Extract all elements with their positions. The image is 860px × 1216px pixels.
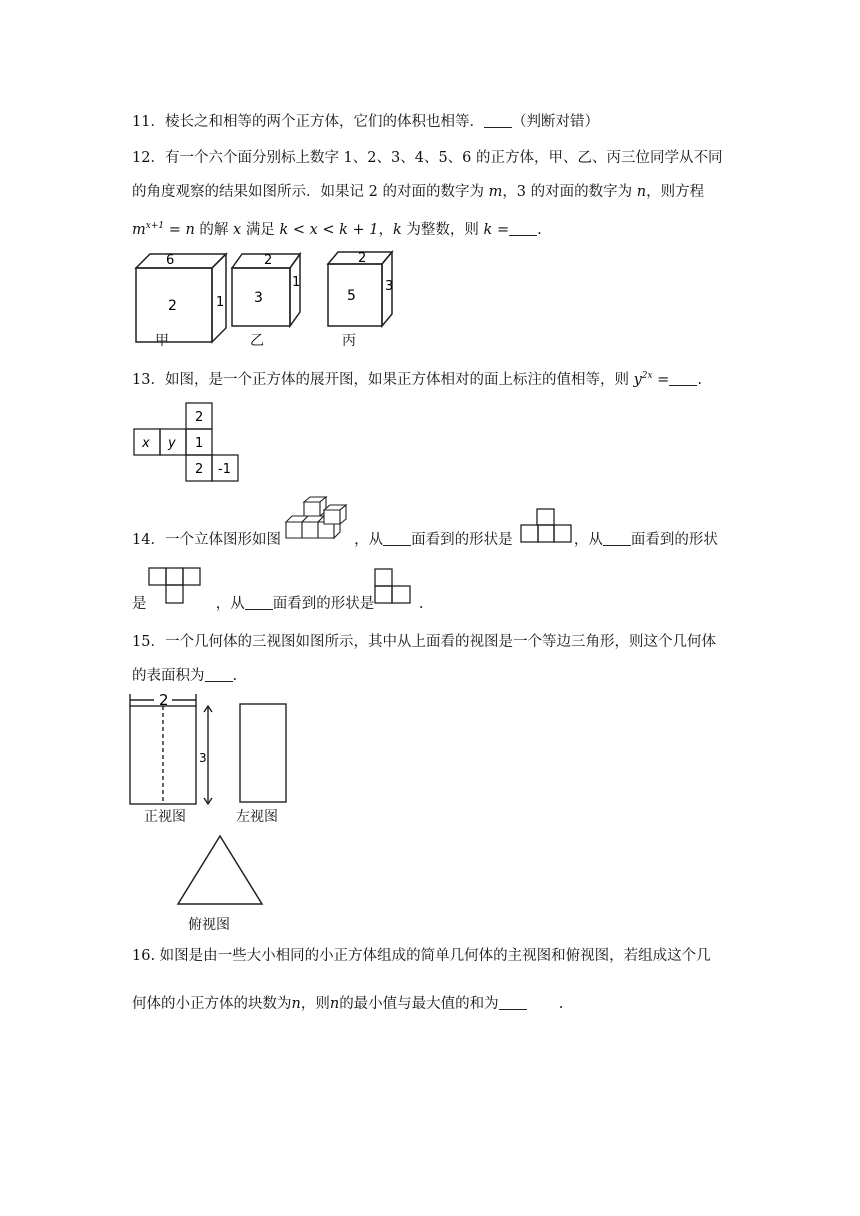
answer-blank[interactable] bbox=[669, 371, 697, 386]
cube-front-label: 3 bbox=[254, 290, 263, 306]
net-cell: -1 bbox=[218, 462, 231, 477]
answer-blank[interactable] bbox=[509, 221, 537, 236]
answer-blank[interactable] bbox=[245, 595, 273, 610]
cube-top-label: 2 bbox=[264, 253, 273, 268]
answer-blank[interactable] bbox=[383, 531, 411, 546]
question-16-line1: 16. 如图是由一些大小相同的小正方体组成的简单几何体的主视图和俯视图，若组成这个几 bbox=[132, 948, 711, 964]
caption-bing: 丙 bbox=[342, 333, 356, 349]
question-13: 13．如图，是一个正方体的展开图，如果正方体相对的面上标注的值相等，则 $y^{2x}$ = . bbox=[132, 371, 702, 388]
cube-net-figure bbox=[132, 402, 242, 484]
cube-yi bbox=[232, 253, 300, 326]
answer-blank[interactable] bbox=[499, 995, 527, 1010]
cube-top-label: 2 bbox=[358, 251, 367, 266]
width-label: 2 bbox=[159, 691, 169, 709]
question-14-line1: 14．一个立体图形如图 ，从 面看到的形状是 ，从 面看到的形状 bbox=[132, 532, 718, 548]
answer-blank[interactable] bbox=[205, 667, 233, 682]
cube-top-label: 6 bbox=[166, 253, 175, 268]
cube-front-label: 2 bbox=[168, 298, 177, 314]
cube-side-label: 3 bbox=[385, 279, 394, 294]
question-16-line2: 何体的小正方体的块数为n，则n的最小值与最大值的和为 . bbox=[132, 996, 564, 1012]
block-solid-figure bbox=[284, 496, 350, 544]
top-view-shape bbox=[148, 567, 204, 607]
net-cell: 1 bbox=[195, 436, 204, 451]
left-view-shape bbox=[374, 568, 414, 606]
height-label: 3 bbox=[199, 751, 207, 765]
cube-views-figure bbox=[128, 246, 418, 350]
three-view-figure bbox=[124, 690, 304, 816]
front-view-caption: 正视图 bbox=[144, 809, 186, 825]
question-15-line2: 的表面积为 . bbox=[132, 668, 238, 684]
question-14-line2: 是 ，从 面看到的形状是 . bbox=[132, 596, 424, 612]
question-11: 11．棱长之和相等的两个正方体，它们的体积也相等． （判断对错） bbox=[132, 114, 599, 130]
question-15-line1: 15．一个几何体的三视图如图所示，其中从上面看的视图是一个等边三角形，则这个几何体 bbox=[132, 634, 716, 650]
answer-blank[interactable] bbox=[603, 531, 631, 546]
left-view-caption: 左视图 bbox=[236, 809, 278, 825]
answer-blank[interactable] bbox=[484, 113, 512, 128]
net-cell: x bbox=[142, 436, 150, 451]
caption-yi: 乙 bbox=[250, 333, 264, 349]
front-view-shape bbox=[520, 508, 576, 544]
net-cell: 2 bbox=[195, 462, 204, 477]
question-12-line2: 的角度观察的结果如图所示．如果记 2 的对面的数字为 m，3 的对面的数字为 n，则方程 bbox=[132, 184, 705, 200]
question-12-line1: 12．有一个六个面分别标上数字 1、2、3、4、5、6 的正方体，甲、乙、丙三位同学从不同 bbox=[132, 150, 723, 166]
net-cell: y bbox=[168, 436, 176, 451]
cube-front-label: 5 bbox=[347, 288, 356, 304]
top-view-triangle bbox=[176, 834, 264, 906]
question-12-line3: $m^{x+1} = n$ 的解 x 满足 k < x < k + 1，k 为整数，则 k = . bbox=[132, 221, 542, 238]
cube-side-label: 1 bbox=[216, 295, 225, 310]
net-cell: 2 bbox=[195, 410, 204, 425]
cube-side-label: 1 bbox=[292, 275, 301, 290]
top-view-caption: 俯视图 bbox=[188, 917, 230, 933]
cube-jia bbox=[136, 253, 226, 342]
cube-bing bbox=[328, 251, 393, 326]
caption-jia: 甲 bbox=[155, 333, 169, 349]
